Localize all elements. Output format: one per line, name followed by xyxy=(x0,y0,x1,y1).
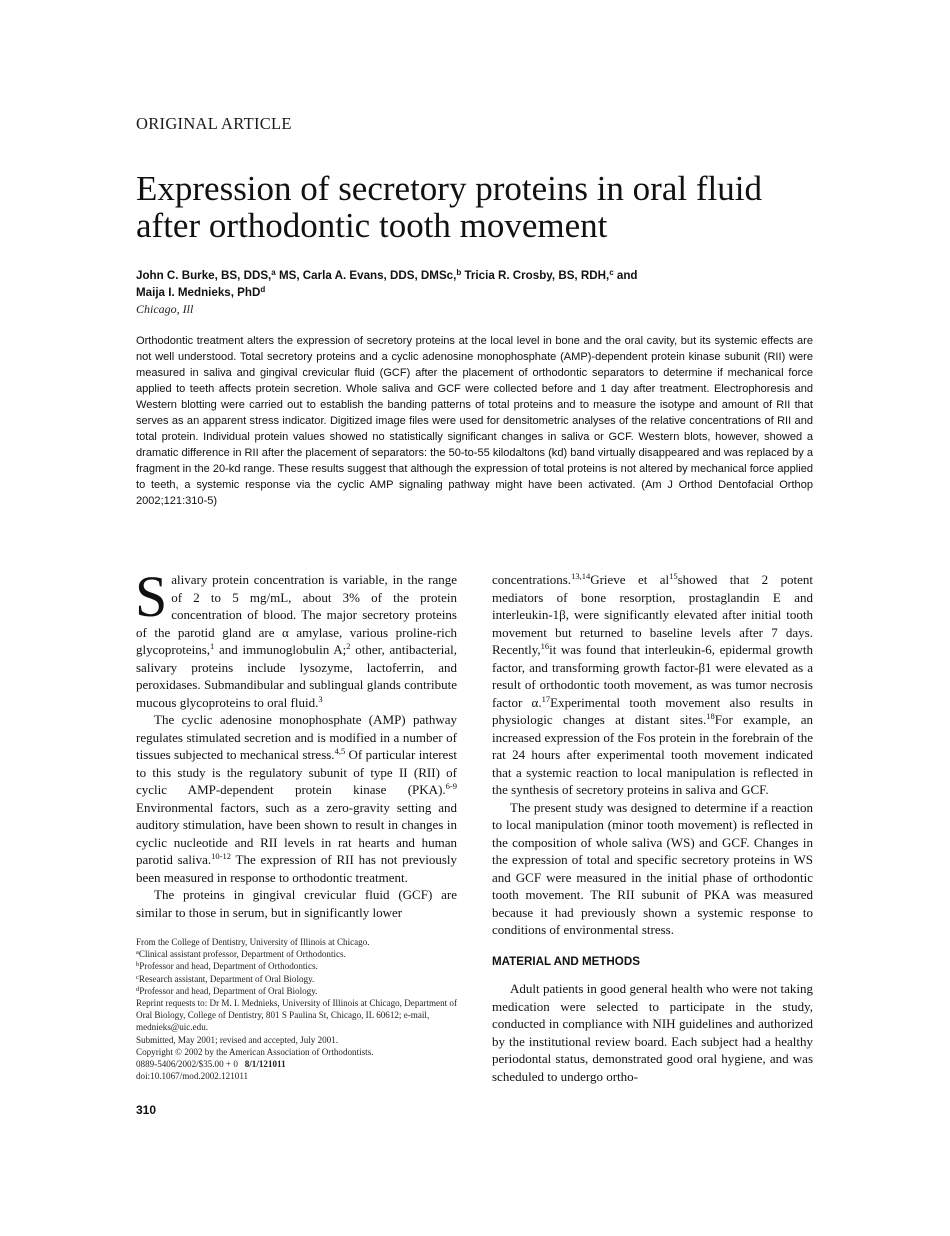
footnote-d: $^d$Professor and head, Department of Oral Biology. xyxy=(136,985,318,996)
body-column-left xyxy=(135,564,457,921)
footnote-submitted: Submitted, May 2001; revised and accepted, July 2001. xyxy=(136,1034,339,1045)
author-1-degree: MS, Carla A. Evans, DDS, DMSc, xyxy=(275,269,457,282)
citation: 2 xyxy=(346,641,351,651)
paragraph-methods: Adult patients in good general health who were not taking medication were selected to participate in the study, conducted in compliance with NIH guidelines and authorized by the institutional review board. Each subject had a healthy periodontal status, demonstrated good oral hygiene, and was scheduled to undergo ortho- xyxy=(492,981,813,1084)
citation: 15 xyxy=(669,571,678,581)
footnote-reprint: Reprint requests to: Dr M. I. Mednieks, University of Illinois at Chicago, Department of Oral Biology, College of Dentistry, 801 S Paulina St, Chicago, IL 60612; e-mail, mednieks@uic.edu. xyxy=(136,998,457,1033)
author-4: Maija I. Mednieks, PhD xyxy=(136,286,261,299)
footnote-affiliation: From the College of Dentistry, University of Illinois at Chicago. xyxy=(136,937,370,947)
article-title: Expression of secretory proteins in oral fluid after orthodontic tooth movement xyxy=(136,169,762,245)
citation: 13,14 xyxy=(571,571,591,581)
author-4-affil: d xyxy=(260,285,266,294)
paragraph-gcf: The proteins in gingival crevicular fluid (GCF) are similar to those in serum, but in significantly lower xyxy=(136,887,457,920)
citation: 4,5 xyxy=(334,746,346,756)
paragraph-gcf-continued: concentrations.$^{13,14}$Grieve et $al^{15}showed$ that 2 potent mediators of bone resorption, prostaglandin E and interleukin-1β, were significantly elevated after initial tooth movement but returned to baseline levels after 7 days. Recently,$^{16}$it was found that interleukin-6, epidermal growth factor, and transforming growth factor-β1 were elevated as a result of orthodontic tooth movement, as was tumor necrosis factor α.$^{17}$Experimental tooth movement also results in physiologic changes at distant sites.$^{18}$For example, an increased expression of the Fos protein in the forebrain of the rat 24 hours after experimental tooth movement indicated that a systemic reaction to local manipulation is reflected in the synthesis of secretory proteins in saliva and GCF. xyxy=(492,571,813,797)
drop-cap: S xyxy=(135,564,168,629)
author-and: and xyxy=(613,269,638,282)
citation: 3 xyxy=(318,693,323,704)
author-2-affil: b xyxy=(456,268,462,277)
footnote-b: $^b$Professor and head, Department of Orthodontics. xyxy=(136,961,318,972)
citation: 10-12 xyxy=(211,851,232,861)
paragraph-intro: Salivary protein concentration is variable, in the range of 2 to 5 mg/mL, about 3% of the protein concentration of blood. The major secretory proteins of the parotid gland are α amylase, various proline-rich glycoproteins,$^1$ and immunoglobulin A;$^2$ other, antibacterial, salivary proteins include lysozyme, lactoferrin, and peroxidases. Submandibular and sublingual glands contribute mucous glycoproteins to oral fluid.$^3$ xyxy=(135,564,457,710)
footnote-c: $^c$Research assistant, Department of Oral Biology. xyxy=(136,973,315,984)
section-label: ORIGINAL ARTICLE xyxy=(136,114,292,133)
section-heading-methods: MATERIAL AND METHODS xyxy=(492,954,640,968)
citation: 1 xyxy=(210,641,215,651)
citation: 16 xyxy=(540,641,550,651)
citation: 17 xyxy=(541,693,551,704)
author-3-affil: c xyxy=(609,268,614,277)
author-1-affil: a xyxy=(271,268,276,277)
footnote-issn: 0889-5406/2002/$35.00 + 0 8/1/121011 xyxy=(136,1059,286,1070)
author-location: Chicago, Ill xyxy=(136,302,194,316)
paragraph-camp: The cyclic adenosine monophosphate (AMP) pathway regulates stimulated secretion and is modified in a number of tissues subjected to mechanical stress.$^{4,5}$ Of particular interest to this study is the regulatory subunit of type II (RII) of cyclic AMP-dependent protein kinase (PKA).$^{6-9}$ Environmental factors, such as a zero-gravity setting and auditory stimulation, have been shown to result in changes in cyclic nucleotide and RII levels in rat hearts and human parotid saliva.$^{10-12}$ The expression of RII has not previously been measured in response to orthodontic treatment. xyxy=(136,712,457,885)
abstract: Orthodontic treatment alters the expression of secretory proteins at the local level in bone and the oral cavity, but its systemic effects are not well understood. Total secretory proteins and a cyclic adenosine monophosphate (AMP)-dependent protein kinase subunit (RII) were measured in saliva and gingival crevicular fluid (GCF) after the placement of orthodontic separators to determine if mechanical force applied to teeth affects protein secretion. Whole saliva and GCF were collected before and 1 day after treatment. Electrophoresis and Western blotting were carried out to establish the banding patterns of total proteins and to measure the isotype and amount of RII that serves as an apparent stress indicator. Digitized image files were used for densitometric analyses of the relative concentrations of RII and total protein. Individual protein values showed no statistically significant changes in saliva or GCF. Western blots, however, showed a dramatic difference in RII after the placement of separators: the 50-to-55 kilodaltons (kd) band virtually disappeared and was replaced by a fragment in the 20-kd range. These results suggest that although the expression of total proteins is not altered by mechanical force applied to teeth, a systemic response via the cyclic AMP signaling pathway might have been activated. (Am J Orthod Dentofacial Orthop 2002;121:310-5) xyxy=(136,335,813,507)
author-list xyxy=(136,267,826,301)
footnote-copyright: Copyright © 2002 by the American Association of Orthodontists. xyxy=(136,1046,374,1057)
page-number: 310 xyxy=(136,1103,157,1117)
footnotes xyxy=(136,936,458,1082)
citation: 18 xyxy=(706,711,715,721)
footnote-a: $^a$Clinical assistant professor, Department of Orthodontics. xyxy=(136,949,346,960)
citation: 6-9 xyxy=(445,781,457,791)
body-column-right xyxy=(492,571,813,1085)
author-3: Tricia R. Crosby, BS, RDH, xyxy=(461,269,610,282)
paragraph-study-aim: The present study was designed to determine if a reaction to local manipulation (minor tooth movement) is reflected in the composition of whole saliva (WS) and GCF. Changes in the expression of total and specific secretory proteins in WS and GCF were measured in the initial phase of orthodontic tooth movement. The RII subunit of PKA was measured because it had previously shown a systemic response to conditions of environmental stress. xyxy=(492,799,813,937)
author-1: John C. Burke, BS, DDS, xyxy=(136,269,272,282)
footnote-doi: doi:10.1067/mod.2002.121011 xyxy=(136,1071,249,1082)
